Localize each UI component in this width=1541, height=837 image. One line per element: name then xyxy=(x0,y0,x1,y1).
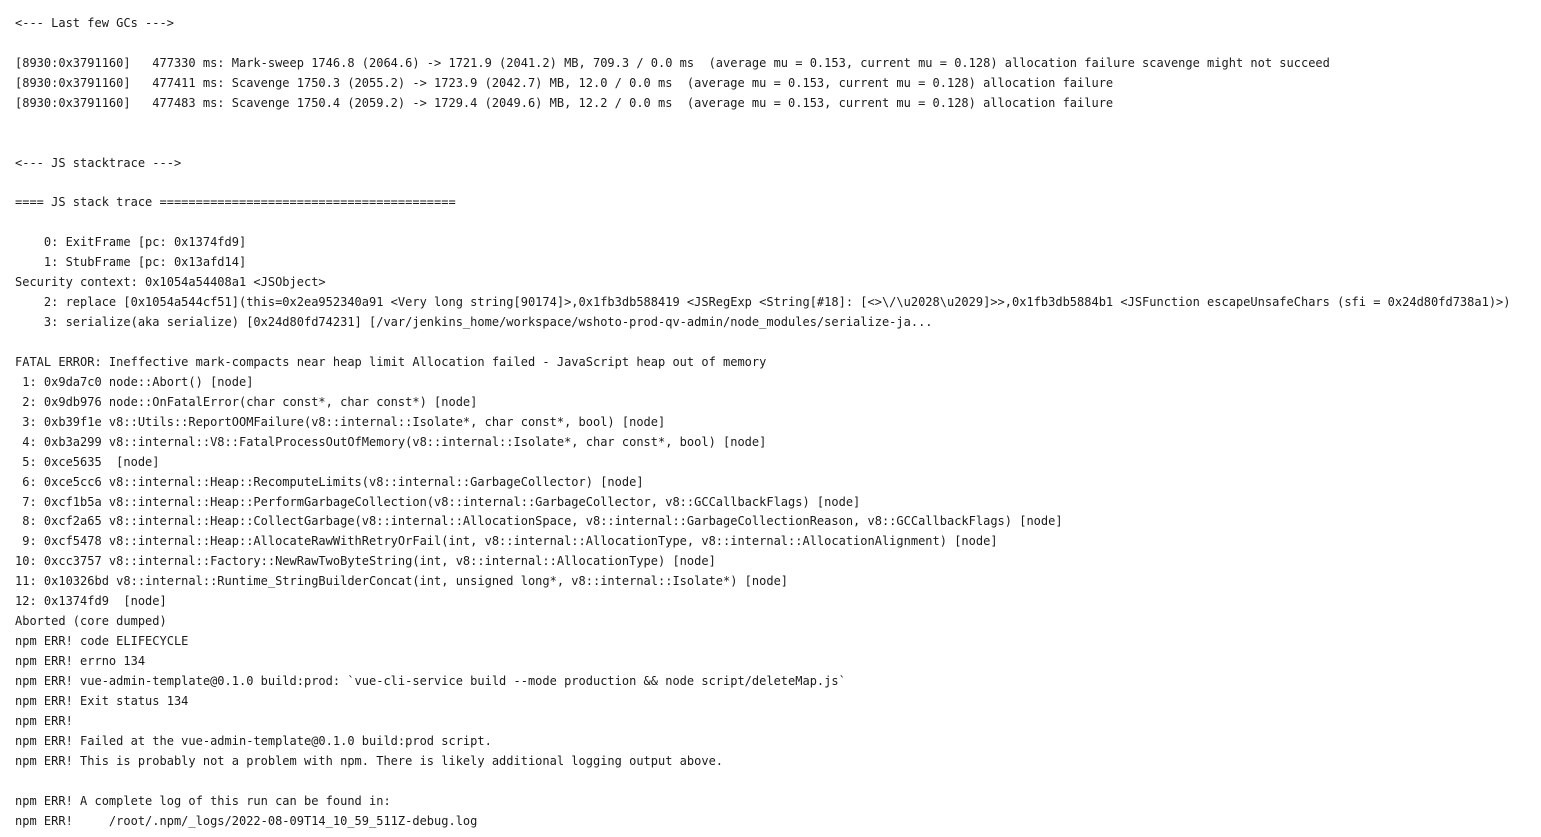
blank-line xyxy=(15,174,1535,194)
native-frame-line: 8: 0xcf2a65 v8::internal::Heap::CollectGarbage(v8::internal::AllocationSpace, v8::internal::GarbageCollectionReason, v8::GCCallbackFlags) [node] xyxy=(15,514,1063,529)
aborted-line: Aborted (core dumped) xyxy=(15,614,167,629)
native-frame-line: 4: 0xb3a299 v8::internal::V8::FatalProcessOutOfMemory(v8::internal::Isolate*, char const*, bool) [node] xyxy=(15,434,767,449)
npm-error-line: npm ERR! errno 134 xyxy=(15,654,146,668)
gc-header-line: <--- Last few GCs ---> xyxy=(15,16,174,30)
npm-error-line: npm ERR! This is probably not a problem with npm. There is likely additional logging output above. xyxy=(15,753,724,768)
blank-line xyxy=(15,134,1535,154)
npm-error-line: npm ERR! Failed at the vue-admin-template@0.1.0 build:prod script. xyxy=(15,733,492,748)
npm-error-line: npm ERR! vue-admin-template@0.1.0 build:prod: `vue-cli-service build --mode production && node script/deleteMap.js` xyxy=(15,673,846,688)
npm-error-line: npm ERR! /root/.npm/_logs/2022-08-09T14_10_59_511Z-debug.log xyxy=(15,813,478,828)
blank-line xyxy=(15,34,1535,54)
native-frame-line: 12: 0x1374fd9 [node] xyxy=(15,594,167,609)
npm-error-line: npm ERR! A complete log of this run can be found in: xyxy=(15,793,391,808)
native-frame-line: 7: 0xcf1b5a v8::internal::Heap::PerformGarbageCollection(v8::internal::GarbageCollector, v8::GCCallbackFlags) [node] xyxy=(15,494,861,509)
npm-error-line: npm ERR! code ELIFECYCLE xyxy=(15,634,189,649)
blank-line xyxy=(15,213,1535,233)
blank-line xyxy=(15,772,1535,792)
native-frame-line: 1: 0x9da7c0 node::Abort() [node] xyxy=(15,374,254,389)
stack-frame-line: 1: StubFrame [pc: 0x13afd14] xyxy=(15,255,247,270)
blank-line xyxy=(15,333,1535,353)
fatal-error-line: FATAL ERROR: Ineffective mark-compacts near heap limit Allocation failed - JavaScript heap out of memory xyxy=(15,354,767,369)
native-frame-line: 3: 0xb39f1e v8::Utils::ReportOOMFailure(v8::internal::Isolate*, char const*, bool) [node] xyxy=(15,414,666,429)
stack-trace-divider-line: ==== JS stack trace ========================================= xyxy=(15,195,456,210)
native-frame-line: 9: 0xcf5478 v8::internal::Heap::AllocateRawWithRetryOrFail(int, v8::internal::AllocationType, v8::internal::AllocationAlignment) [node] xyxy=(15,534,998,549)
npm-error-line: npm ERR! Exit status 134 xyxy=(15,693,189,708)
native-frame-line: 2: 0x9db976 node::OnFatalError(char const*, char const*) [node] xyxy=(15,394,478,409)
native-frame-line: 6: 0xce5cc6 v8::internal::Heap::RecomputeLimits(v8::internal::GarbageCollector) [node] xyxy=(15,474,644,489)
stack-frame-line: 2: replace [0x1054a544cf51](this=0x2ea952340a91 <Very long string[90174]>,0x1fb3db588419 <JSRegExp <String[#18]: [<>\/\u2028\u2029]>>,0x1fb3db5884b1 <JSFunction escapeUnsafeChars (sfi = 0x24d80fd738a1)>) xyxy=(15,295,1511,310)
gc-entry-line: [8930:0x3791160] 477483 ms: Scavenge 1750.4 (2059.2) -> 1729.4 (2049.6) MB, 12.2 / 0.0 ms (average mu = 0.153, current mu = 0.128) allocation failure xyxy=(15,95,1114,110)
js-stacktrace-header-line: <--- JS stacktrace ---> xyxy=(15,155,182,170)
security-context-line: Security context: 0x1054a54408a1 <JSObject> xyxy=(15,275,326,290)
npm-error-line: npm ERR! xyxy=(15,713,73,728)
console-output xyxy=(15,14,1535,837)
stack-frame-line: 3: serialize(aka serialize) [0x24d80fd74231] [/var/jenkins_home/workspace/wshoto-prod-qv-admin/node_modules/serialize-ja... xyxy=(15,315,933,330)
native-frame-line: 5: 0xce5635 [node] xyxy=(15,454,160,469)
blank-line xyxy=(15,114,1535,134)
native-frame-line: 11: 0x10326bd v8::internal::Runtime_StringBuilderConcat(int, unsigned long*, v8::internal::Isolate*) [node] xyxy=(15,574,789,589)
gc-entry-line: [8930:0x3791160] 477330 ms: Mark-sweep 1746.8 (2064.6) -> 1721.9 (2041.2) MB, 709.3 / 0.0 ms (average mu = 0.153, current mu = 0.128) allocation failure scavenge might not succeed xyxy=(15,55,1330,70)
gc-entry-line: [8930:0x3791160] 477411 ms: Scavenge 1750.3 (2055.2) -> 1723.9 (2042.7) MB, 12.0 / 0.0 ms (average mu = 0.153, current mu = 0.128) allocation failure xyxy=(15,75,1114,90)
stack-frame-line: 0: ExitFrame [pc: 0x1374fd9] xyxy=(15,235,247,250)
native-frame-line: 10: 0xcc3757 v8::internal::Factory::NewRawTwoByteString(int, v8::internal::AllocationType) [node] xyxy=(15,554,716,569)
